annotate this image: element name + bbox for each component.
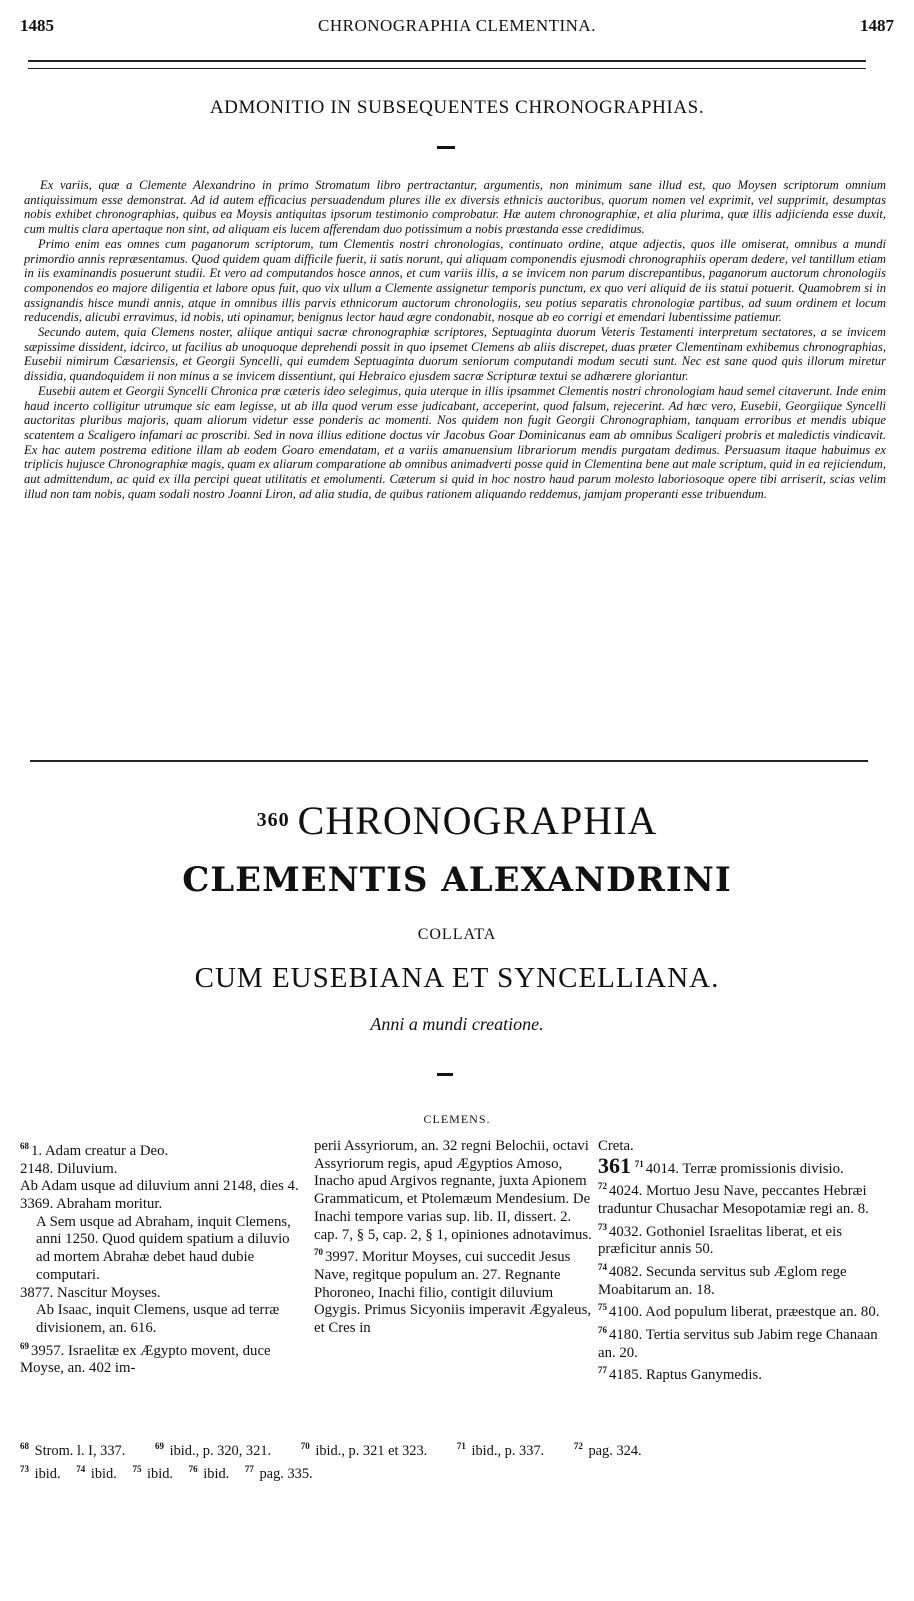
footnote-text: pag. 335.: [259, 1465, 313, 1482]
footnote: [457, 1437, 544, 1460]
page-number-left: 1485: [20, 16, 54, 35]
entry-text: 3957. Israelitæ ex Ægypto movent, duce Moyse, an. 402 im-: [20, 1342, 271, 1377]
footnote-text: ibid., p. 321 et 323.: [315, 1442, 428, 1459]
admonitio-paragraph: Primo enim eas omnes cum paganorum scriptorum, tum Clementis nostri chronologias, continuato ordine, atque adjectis, quos ille omiserat, omnibus a mundi primordio annis repræsentamus. Quod quidem quam difficile fuerit, ii satis norunt, qui aliquam componendis ejusmodi chronographiis operam dedere, vel tantillum etiam in iis examinandis posuerunt studii. Et vero ad computandos hosce annos, et cum variis illis, a se invicem non parum discrepantibus, paganorum auctorum chronologiis componendos eo majore diligentia et labore opus fuit, quo vix ullum a Clemente assignetur temporis punctum, ex quo veri aliquid de iis statui potuerit. Quamobrem si in assignandis hisce mundi annis, atque in omnibus illis parvis ethnicorum auctorum chronologiis, seu potius separatis chronologiæ partibus, ad suum ordinem et locum reducendis, alicubi erravimus, id nobis, uti opinamur, benignus lector haud ægre condonabit, nosque ab eo corrigi et emendari lubentissime patiemur.: [24, 236, 886, 325]
admonitio-paragraph: Secundo autem, quia Clemens noster, aliique antiqui sacræ chronographiæ scriptores, Septuaginta duorum Veteris Testamenti interpretum sectatores, a se invicem sæpissime dissident, idcirco, ut facilius ab unoquoque deprehendi possit in quo ipsemet Clemens ab aliis discrepet, duas præter Clementinam exhibemus chronographias, Eusebii nimirum Cæsariensis, et Georgii Syncelli, qui eumdem Septuaginta duorum seniorum computandi modum secuti sunt. Nec est sane quod quis illorum miretur dissidia, quandoquidem ii non minus a se invicem dissentiunt, qui Hebraico ejusdem sacræ Scripturæ textui se adhærere gloriantur.: [24, 325, 886, 384]
running-title: CHRONOGRAPHIA CLEMENTINA.: [318, 16, 596, 35]
footnote-marker: 77: [598, 1365, 607, 1376]
entry: [598, 1138, 884, 1156]
page-number-right: 1487: [860, 16, 894, 35]
footnote: [20, 1437, 125, 1460]
footnote-text: ibid.: [90, 1465, 117, 1482]
column-number-marker: 361: [598, 1152, 631, 1178]
entry-text: 3369. Abraham moritur.: [20, 1196, 163, 1213]
footnote-text: ibid.: [203, 1465, 230, 1482]
entry-text: Ab Adam usque ad diluvium anni 2148, dies 4.: [20, 1178, 299, 1195]
footnotes: [20, 1437, 890, 1483]
entry: [598, 1178, 884, 1218]
footnote-number: 70: [300, 1441, 310, 1451]
footnote-marker: 74: [598, 1261, 607, 1272]
footnote-text: ibid., p. 337.: [471, 1442, 545, 1459]
entry-text: 4024. Mortuo Jesu Nave, peccantes Hebræi traduntur Chusachar Mesopotamiæ regi an. 8.: [598, 1183, 869, 1217]
entry-text: Creta.: [598, 1138, 634, 1154]
entry-text: A Sem usque ad Abraham, inquit Clemens, anni 1250. Quod quidem spatium a diluvio ad mortem Abrahæ debet haud dubie computari.: [36, 1213, 291, 1283]
entry: [20, 1302, 300, 1337]
footnote-number: 76: [188, 1463, 198, 1474]
entry-text: perii Assyriorum, an. 32 regni Belochii, octavi Assyriorum regis, apud Ægyptios Amoso, Inacho apud Argivos regnante, juxta Apionem Grammaticum, et Ptolemæum Mendesium. De Inachi tempore varias sup. lib. II, dissert. 2. cap. 7, § 5, cap. 2, § 1, opiniones adnotavimus.: [314, 1138, 592, 1243]
column-header: CLEMENS.: [423, 1112, 491, 1126]
footnote-text: ibid.: [147, 1465, 174, 1482]
chronology-column-1: [20, 1138, 300, 1378]
section-rule: [30, 760, 868, 762]
entry: [20, 1138, 300, 1161]
footnote-number: 73: [20, 1463, 29, 1474]
footnote-marker: 73: [598, 1221, 607, 1232]
footnote: [574, 1437, 642, 1460]
entry: [20, 1285, 300, 1303]
header-rule: [28, 60, 866, 69]
chronology-column-2: [314, 1138, 592, 1338]
footnote: [245, 1460, 313, 1483]
collata-label: COLLATA: [417, 926, 497, 943]
footnote-marker: 68: [20, 1141, 29, 1151]
entry-text: 4032. Gothoniel Israelitas liberat, et eis præficitur annis 50.: [598, 1223, 842, 1258]
footnote: [155, 1437, 271, 1460]
entry-text: 4180. Tertia servitus sub Jabim rege Chanaan an. 20.: [598, 1326, 878, 1361]
entry-text: 3997. Moritur Moyses, cui succedit Jesus Nave, regitque populum an. 27. Regnante Phoroneo, Inachi filio, contigit diluvium Ogygis. Primus Sicyoniis imperavit Ægyaleus, et Cres in: [314, 1249, 592, 1336]
footnote-number: 77: [244, 1463, 254, 1474]
subtitle-dash: [437, 1073, 453, 1076]
footnote-marker: 76: [598, 1324, 607, 1335]
footnote-text: ibid.: [34, 1465, 61, 1482]
footnote-marker: 72: [598, 1181, 607, 1192]
entry: [20, 1161, 300, 1179]
entry: [598, 1259, 884, 1299]
footnote-text: ibid., p. 320, 321.: [169, 1442, 272, 1459]
entry: [598, 1219, 884, 1259]
entry: [598, 1299, 884, 1322]
entry: [598, 1362, 884, 1385]
entry-text: 3877. Nascitur Moyses.: [20, 1284, 161, 1301]
entry: [598, 1322, 884, 1362]
cum-line: CUM EUSEBIANA ET SYNCELLIANA.: [194, 962, 720, 994]
entry-text: 4082. Secunda servitus sub Æglom rege Moabitarum an. 18.: [598, 1263, 847, 1298]
column-number: 360: [256, 809, 290, 831]
entry-text: 4100. Aod populum liberat, præestque an. 80.: [609, 1304, 880, 1321]
entry: [20, 1338, 300, 1378]
admonitio-title: ADMONITIO IN SUBSEQUENTES CHRONOGRAPHIAS.: [209, 97, 705, 118]
footnote: [20, 1460, 61, 1483]
admonitio-paragraph: Eusebii autem et Georgii Syncelli Chronica præ cæteris ideo selegimus, quia uterque in illis ipsammet Clementis nostri chronologiam haud semel citaverunt. Inde enim haud incerto colligitur utrumque sic eam legisse, ut ab illa quod verum esse judicabant, acceperint, quod falsum, rejecerint. Ad hæc vero, Eusebii, Georgiique Syncelli auctoritas pluribus majoris, quam aliorum videtur esse ponderis ac momenti. Nos quidem non fugit Georgii Chronographiam, tanquam erroribus et mendis ubique scatentem a Scaligero infamari ac proscribi. Sed in nova illius editione doctus vir Jacobus Goar Dominicanus eam ab omnibus Scaligeri probris et maledictis vindicavit. Ex hac autem postrema editione illam ab eodem Goaro emendatam, et a variis amanuensium librariorum mendis purgatam dedimus. Persuasum itaque habuimus ex triplicis hujusce Chronographiæ magis, quam ex aliarum comparatione ab omnibus animadverti posse quid in Clementina bene aut male scriptum, quid in ea rejiciendum, aut admittendum, ac quid ex illa percipi queat utilitatis et emolumenti. Cæterum si quid in hoc nostro haud parum molesto laboriosoque opere tibi arriserit, scias velim illud non tam nobis, quam sodali nostro Joanni Liron, ad alia studia, de quibus rationem aliquando reddemus, jamjam properanti esse tribuendum.: [24, 383, 887, 501]
footnote-number: 74: [76, 1463, 86, 1474]
footnote-number: 71: [456, 1441, 466, 1451]
footnote: [301, 1437, 428, 1460]
entry: [20, 1196, 300, 1214]
footnote: [132, 1460, 173, 1483]
entry: [20, 1214, 300, 1285]
title-line-1: CHRONOGRAPHIA: [297, 798, 658, 843]
title-line-2: CLEMENTIS ALEXANDRINI: [182, 860, 732, 900]
admonitio-body: [24, 178, 886, 501]
footnote-number: 72: [573, 1441, 583, 1451]
entry: [314, 1244, 592, 1337]
footnote: [76, 1460, 117, 1483]
footnote-number: 68: [20, 1441, 29, 1451]
admonitio-paragraph: Ex variis, quæ a Clemente Alexandrino in primo Stromatum libro pertractantur, argumentis, non minimum sane illud est, quo Moysen scriptorum omnium antiquissimum esse demonstrat. Ad id autem efficacius persuadendum plures ille ex diversis ethnicis auctoribus, quorum nomen vel exprimit, vel supprimit, desumptas nobis exhibet chronographias, quibus ea Moysis antiquitas ipsorum testimonio comprobatur. Hæ autem chronographiæ, et alia plurima, quæ illis adjicienda esse duxit, cum multis clara apertaque non sint, ad aliquam eis lucem afferendam duo potissimum a nobis præstanda esse credidimus.: [24, 178, 886, 237]
footnote: [189, 1460, 230, 1483]
footnote-line: [20, 1460, 890, 1483]
footnote-marker: 75: [598, 1302, 607, 1313]
footnote-text: Strom. l. I, 337.: [34, 1442, 126, 1459]
entry-text: Ab Isaac, inquit Clemens, usque ad terræ divisionem, an. 616.: [36, 1302, 280, 1336]
entry-text: 1. Adam creatur a Deo.: [31, 1142, 169, 1159]
chronology-column-3: [598, 1138, 884, 1385]
footnote-marker: 71: [634, 1158, 644, 1169]
footnote-line: [20, 1437, 890, 1460]
footnote-marker: 69: [20, 1340, 29, 1351]
footnote-number: 75: [132, 1463, 142, 1474]
entry-text: 4014. Terræ promissionis divisio.: [645, 1160, 844, 1177]
main-title: [0, 797, 914, 844]
footnote-number: 69: [154, 1441, 164, 1451]
entry-text: 4185. Raptus Ganymedis.: [609, 1367, 762, 1384]
footnote-marker: 70: [314, 1247, 323, 1258]
running-header: [20, 16, 894, 40]
title-dash: [437, 146, 455, 149]
entry: [20, 1178, 300, 1196]
footnote-text: pag. 324.: [588, 1442, 642, 1459]
entry-text: 2148. Diluvium.: [20, 1160, 118, 1177]
entry: [314, 1138, 592, 1244]
entry: [598, 1152, 884, 1179]
anni-subtitle: Anni a mundi creatione.: [370, 1014, 544, 1034]
